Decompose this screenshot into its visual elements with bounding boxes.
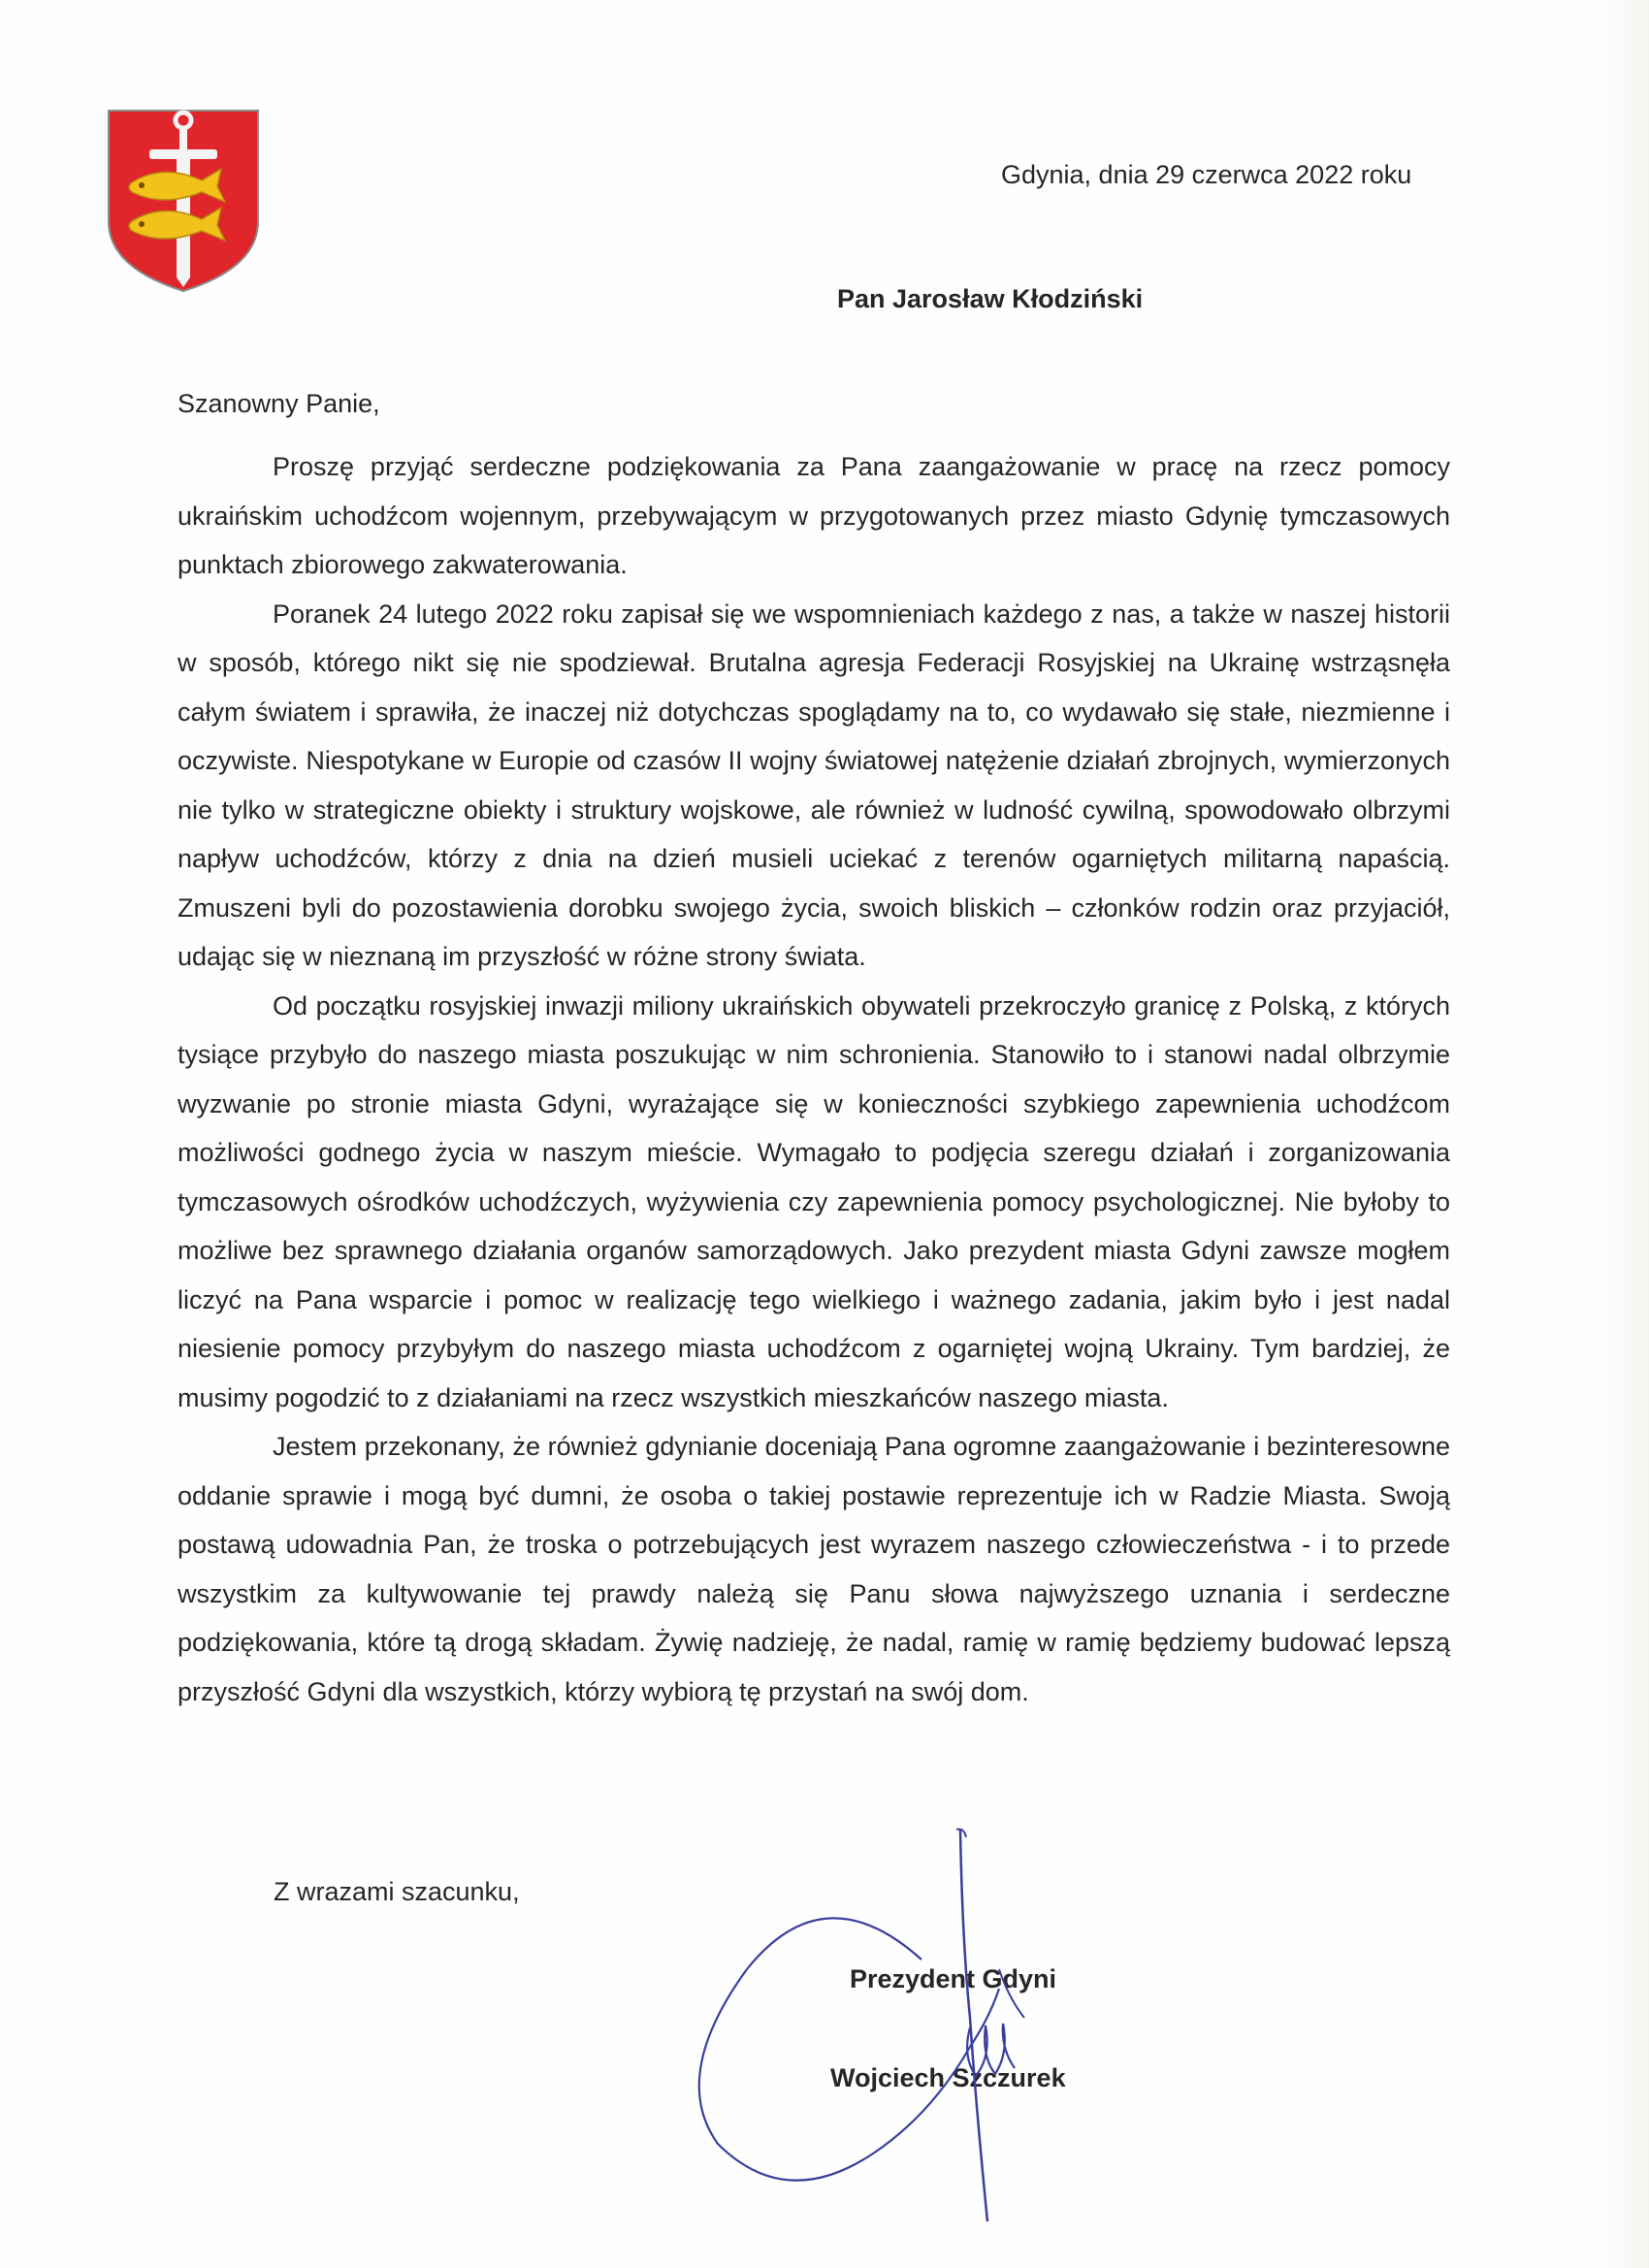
signatory-title: Prezydent Gdyni — [850, 1964, 1057, 1993]
letter-body — [178, 442, 1450, 1716]
recipient-name: Pan Jarosław Kłodziński — [837, 284, 1144, 313]
body-paragraph: Od początku rosyjskiej inwazji miliony ukraińskich obywateli przekroczyło granicę z Polską, z których tysiące przybyło do naszego miasta poszukując w nim schronienia. Stanowiło to i stanowi nadal olbrzymie wyzwanie po stronie miasta Gdyni, wyrażające się w konieczności szybkiego zapewnienia uchodźcom możliwości godnego życia w naszym mieście. Wymagało to podjęcia szeregu działań i zorganizowania tymczasowych ośrodków uchodźczych, wyżywienia czy zapewnienia pomocy psychologicznej. Nie byłoby to możliwe bez sprawnego działania organów samorządowych. Jako prezydent miasta Gdyni zawsze mogłem liczyć na Pana wsparcie i pomoc w realizację tego wielkiego i ważnego zadania, jakim było i jest nadal niesienie pomocy przybyłym do naszego miasta uchodźcom z ogarniętej wojną Ukrainy. Tym bardziej, że musimy pogodzić to z działaniami na rzecz wszystkich mieszkańców naszego miasta. — [178, 990, 1450, 1412]
body-paragraph: Poranek 24 lutego 2022 roku zapisał się we wspomnieniach każdego z nas, a także w naszej historii w sposób, którego nikt się nie spodziewał. Brutalna agresja Federacji Rosyjskiej na Ukrainę wstrząsnęła całym światem i sprawiła, że inaczej niż dotychczas spoglądamy na to, co wydawało się stałe, niezmienne i oczywiste. Niespotykane w Europie od czasów II wojny światowej natężenie działań zbrojnych, wymierzonych nie tylko w strategiczne obiekty i struktury wojskowe, ale również w ludność cywilną, spowodowało olbrzymi napływ uchodźców, którzy z dnia na dzień musieli uciekać z terenów ogarniętych militarną napaścią. Zmuszeni byli do pozostawienia dorobku swojego życia, swoich bliskich – członków rodzin oraz przyjaciół, udając się w nieznaną im przyszłość w różne strony świata. — [178, 599, 1450, 971]
closing-line: Z wrazami szacunku, — [274, 1877, 520, 1906]
body-paragraph: Jestem przekonany, że również gdynianie doceniają Pana ogromne zaangażowanie i bezinteresowne oddanie sprawie i mogą być dumni, że osoba o takiej postawie reprezentuje ich w Radzie Miasta. Swoją postawą udowadnia Pan, że troska o potrzebujących jest wyrazem naszego człowieczeństwa - i to przede wszystkim za kultywowanie tej prawdy należą się Panu słowa najwyższego uznania i serdeczne podziękowania, które tą drogą składam. Żywię nadzieję, że nadal, ramię w ramię będziemy budować lepszą przyszłość Gdyni dla wszystkich, którzy wybiorą tę przystań na swój dom. — [178, 1432, 1450, 1706]
date-line: Gdynia, dnia 29 czerwca 2022 roku — [1001, 160, 1412, 189]
signatory-name: Wojciech Szczurek — [830, 2063, 1066, 2092]
salutation: Szanowny Panie, — [178, 389, 380, 418]
gdynia-coat-of-arms-icon — [103, 107, 264, 295]
body-paragraph: Proszę przyjąć serdeczne podziękowania za Pana zaangażowanie w pracę na rzecz pomocy ukraińskim uchodźcom wojennym, przebywającym w przygotowanych przez miasto Gdynię tymczasowych punktach zbiorowego zakwaterowania. — [178, 452, 1450, 579]
scan-edge-shadow — [1591, 0, 1649, 2268]
handwritten-signature-icon — [679, 1824, 1096, 2231]
